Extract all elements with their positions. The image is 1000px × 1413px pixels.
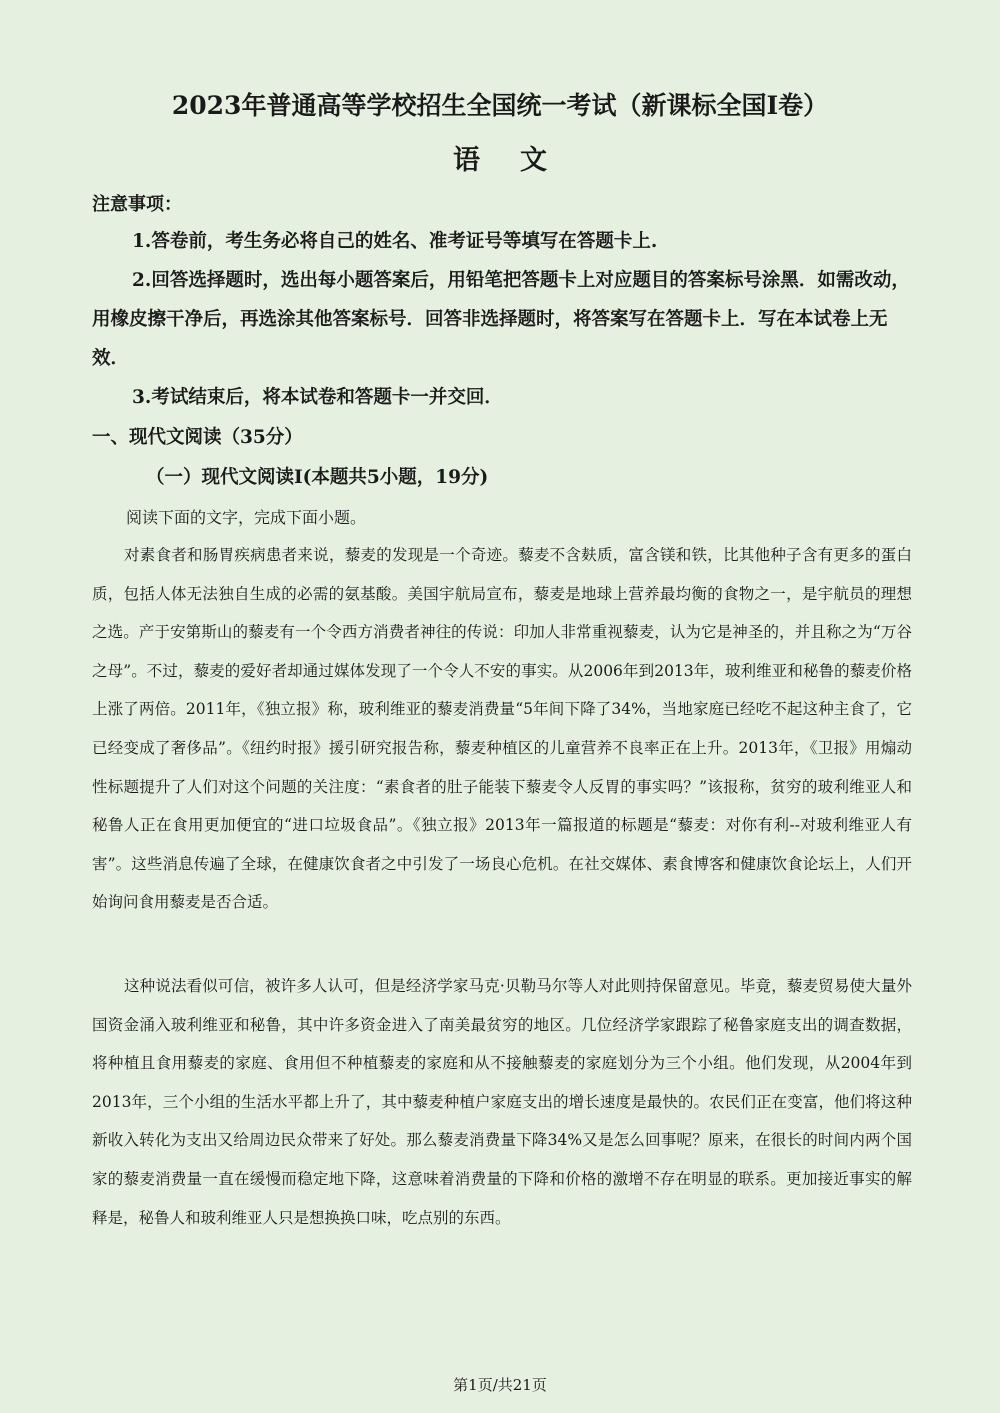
notice-item-2: 2.回答选择题时，选出每小题答案后，用铅笔把答题卡上对应题目的答案标号涂黑．如需改动，用橡皮擦干净后，再选涂其他答案标号．回答非选择题时，将答案写在答题卡上．写在本试卷上无效． [92,270,910,369]
notice-item-1: 1.答卷前，考生务必将自己的姓名、准考证号等填写在答题卡上. [132,231,658,252]
passage-paragraph-2: 这种说法看似可信，被许多人认可，但是经济学家马克·贝勒马尔等人对此则持保留意见。毕竟，藜麦贸易使大量外国资金涌入玻利维亚和秘鲁，其中许多资金进入了南美最贫穷的地区。几位经济学家跟踪了秘鲁家庭支出的调查数据，将种植且食用藜麦的家庭、食用但不种植藜麦的家庭和从不接触藜麦的家庭划分为三个小组。他们发现，从2004年到2013年，三个小组的生活水平都上升了，其中藜麦种植户家庭支出的增长速度是最快的。农民们正在变富，他们将这种新收入转化为支出又给周边民众带来了好处。那么藜麦消费量下降34%又是怎么回事呢？原来，在很长的时间内两个国家的藜麦消费量一直在缓慢而稳定地下降，这意味着消费量的下降和价格的激增不存在明显的联系。更加接近事实的解释是，秘鲁人和玻利维亚人只是想换换口味，吃点别的东西。 [92,977,912,1227]
notice-heading: 注意事项： [92,194,182,215]
reading-instruction: 阅读下面的文字，完成下面小题。 [126,508,367,527]
subject-title: 语文 [453,145,587,176]
notice-item-3: 3.考试结束后，将本试卷和答题卡一并交回． [132,387,503,408]
page-footer: 第1页/共21页 [453,1376,547,1394]
passage-paragraph-1: 对素食者和肠胃疾病患者来说，藜麦的发现是一个奇迹。藜麦不含麸质，富含镁和铁，比其他种子含有更多的蛋白质，包括人体无法独自生成的必需的氨基酸。美国宇航局宣布，藜麦是地球上营养最均衡的食物之一，是宇航员的理想之选。产于安第斯山的藜麦有一个令西方消费者神往的传说：印加人非常重视藜麦，认为它是神圣的，并且称之为“万谷之母”。不过，藜麦的爱好者却通过媒体发现了一个令人不安的事实。从2006年到2013年，玻利维亚和秘鲁的藜麦价格上涨了两倍。2011年，《独立报》称，玻利维亚的藜麦消费量“5年间下降了34%，当地家庭已经吃不起这种主食了，它已经变成了奢侈品”。《纽约时报》援引研究报告称，藜麦种植区的儿童营养不良率正在上升。2013年，《卫报》用煽动性标题提升了人们对这个问题的关注度：“素食者的肚子能装下藜麦令人反胃的事实吗？”该报称，贫穷的玻利维亚人和秘鲁人正在食用更加便宜的“进口垃圾食品”。《独立报》2013年一篇报道的标题是“藜麦：对你有利--对玻利维亚人有害”。这些消息传遍了全球，在健康饮食者之中引发了一场良心危机。在社交媒体、素食博客和健康饮食论坛上，人们开始询问食用藜麦是否合适。 [92,546,912,912]
section-title: 一、现代文阅读（35分） [92,427,303,448]
exam-title: 2023年普通高等学校招生全国统一考试（新课标全国Ⅰ卷） [171,91,829,120]
subsection-title: （一）现代文阅读Ⅰ(本题共5小题，19分) [146,467,489,488]
